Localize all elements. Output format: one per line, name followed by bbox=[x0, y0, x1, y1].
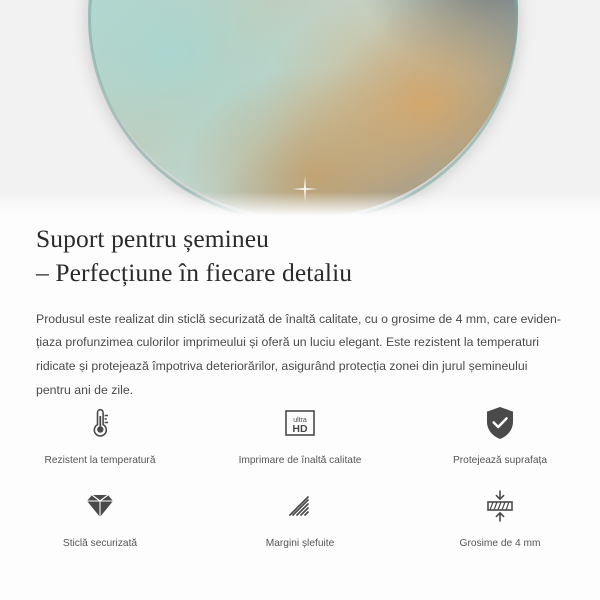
feature-label: Rezistent la temperatură bbox=[44, 455, 156, 466]
feature-item-thickness bbox=[400, 483, 600, 550]
svg-text:ultra: ultra bbox=[293, 417, 307, 424]
feature-item-temperature-resistant bbox=[0, 400, 200, 467]
shield-check-icon bbox=[477, 400, 523, 446]
feature-item-polished-edges bbox=[200, 483, 400, 550]
ultra-hd-icon bbox=[277, 400, 323, 446]
feature-label: Sticlă securizată bbox=[62, 538, 138, 550]
page-title-line-1: Suport pentru șemineu bbox=[36, 224, 269, 253]
thermometer-icon bbox=[77, 400, 123, 446]
page-title-line-2: – Perfecțiune în fiecare detaliu bbox=[36, 257, 353, 287]
feature-item-print-quality bbox=[200, 400, 400, 467]
feature-label: Protejează suprafața bbox=[452, 455, 547, 466]
page-title bbox=[36, 222, 564, 290]
product-description: Produsul este realizat din sticlă securizată de înaltă calitate, cu o grosime de 4 mm, care eviden-țiaza profunzimea culorilor imprimeului și oferă un luciu elegant. Este rezistent la temperaturi ridicate și protejează împotriva deteriorărilor, asigurând protecția zonei din jurul șemineului pentru ani de zile. bbox=[36, 311, 561, 397]
image-fade-overlay bbox=[0, 192, 600, 218]
feature-label: Margini șlefuite bbox=[265, 538, 335, 550]
diamond-icon bbox=[77, 483, 123, 529]
feature-grid bbox=[0, 400, 600, 551]
feature-label: Grosime de 4 mm bbox=[459, 538, 541, 550]
feature-item-surface-protection bbox=[400, 400, 600, 467]
thickness-4mm-icon bbox=[477, 483, 523, 529]
text-content-block bbox=[0, 222, 600, 402]
hero-product-image bbox=[0, 0, 600, 218]
feature-item-tempered-glass bbox=[0, 483, 200, 550]
svg-text:HD: HD bbox=[292, 423, 308, 435]
polished-edges-icon bbox=[277, 483, 323, 529]
feature-label: Imprimare de înaltă calitate bbox=[238, 455, 362, 466]
